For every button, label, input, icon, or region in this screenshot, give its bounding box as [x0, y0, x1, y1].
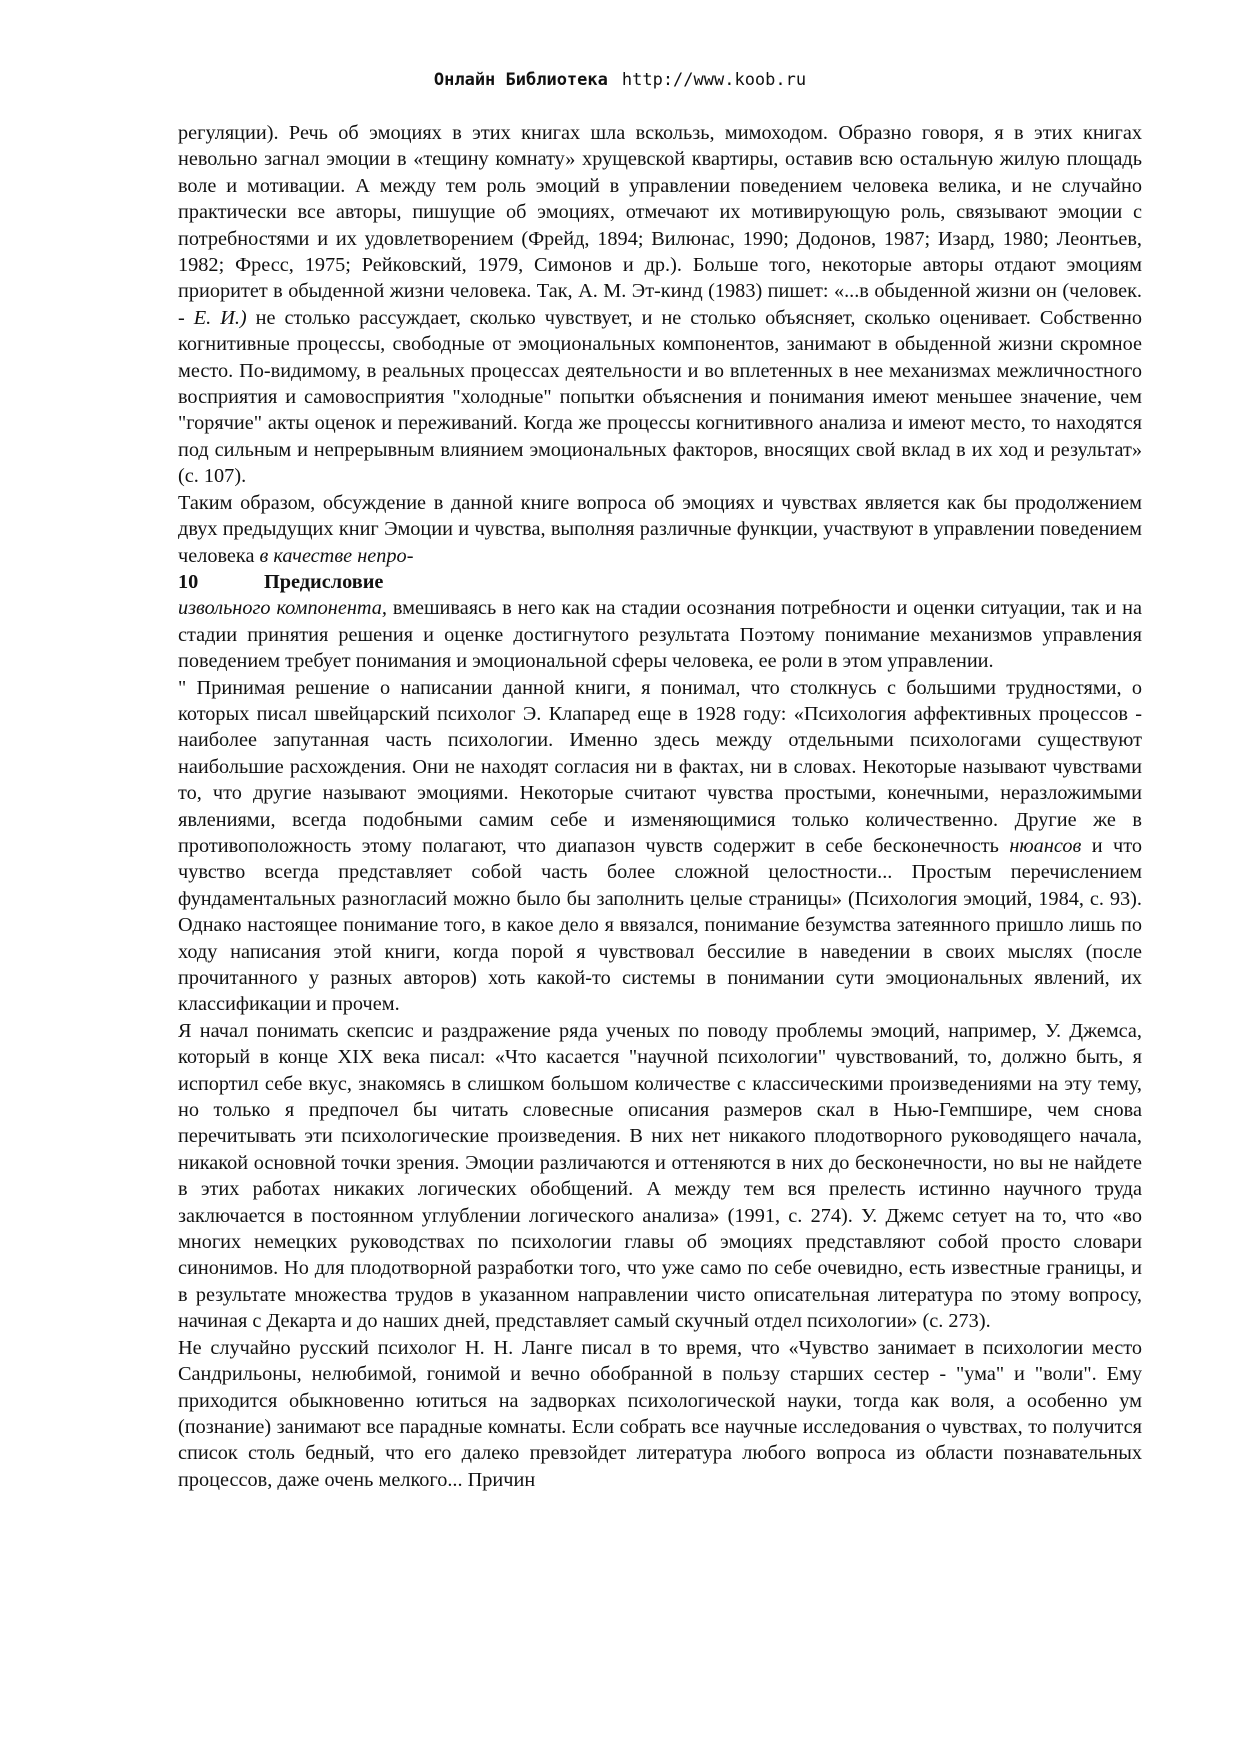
- running-head: [178, 569, 1142, 595]
- paragraph-4-text-b: и что чувство всегда представляет собой часть более сложной целостности... Простым перечислением фундаментальных разногласий можно было бы заполнить целые страницы» (Психология эмоций, 1984, с. 93). Однако настоящее понимание того, в какое дело я ввязался, понимание безумства затеянного пришло лишь по ходу написания этой книги, когда порой я чувствовал бессилие в наведении в своих мыслях (после прочитанного у разных авторов) хоть какой-то системы в понимании сути эмоциональных явлений, их классификации и прочем.: [178, 834, 1142, 1016]
- paragraph-2-text-a: Таким образом, обсуждение в данной книге вопроса об эмоциях и чувствах является как бы продолжением двух предыдущих книг Эмоции и чувства, выполняя различные функции, участвуют в управлении поведением человека: [178, 491, 1142, 567]
- paragraph-2: [178, 490, 1142, 569]
- paragraph-4-italic: нюансов: [1009, 834, 1082, 857]
- paragraph-5: Я начал понимать скепсис и раздражение ряда ученых по поводу проблемы эмоций, например, У. Джемса, который в конце XIX века писал: «Что касается "научной психологии" чувствований, то, должно быть, я испортил себе вкус, знакомясь в слишком большом количестве с классическими произведениями на эту тему, но только я предпочел бы читать словесные описания размеров скал в Нью-Гемпшире, чем снова перечитывать эти психологические произведения. В них нет никакого плодотворного руководящего начала, никакой основной точки зрения. Эмоции различаются и оттеняются в них до бесконечности, но вы не найдете в этих работах никаких логических обобщений. А между тем вся прелесть истинно научного труда заключается в постоянном углублении логического анализа» (1991, с. 274). У. Джемс сетует на то, что «во многих немецких руководствах по психологии главы об эмоциях представляют собой просто словари синонимов. Но для плодотворной разработки того, что уже само по себе очевидно, есть известные границы, и в результате множества трудов в указанном направлении чисто описательная литература по этому вопросу, начиная с Декарта и до наших дней, представляет самый скучный отдел психологии» (с. 273).: [178, 1019, 1142, 1333]
- running-head-title: Предисловие: [264, 570, 384, 593]
- paragraph-3: [178, 595, 1142, 674]
- paragraph-1: [178, 120, 1142, 490]
- page-number: 10: [178, 570, 199, 593]
- paragraph-1-text-b: не столько рассуждает, сколько чувствует, и не столько объясняет, сколько оценивает. Собственно когнитивные процессы, свободные от эмоциональных компонентов, занимают в обыденной жизни скромное место. По-видимому, в реальных процессах деятельности и во вплетенных в нее механизмах межличностного восприятия и самовосприятия "холодные" попытки объяснения и понимания имеют меньшее значение, чем "горячие" акты оценок и переживаний. Когда же процессы когнитивного анализа и имеют место, то находятся под сильным и непрерывным влиянием эмоциональных факторов, вносящих свой вклад в их ход и результат» (с. 107).: [178, 306, 1143, 488]
- page-header: [0, 70, 1240, 90]
- paragraph-6: Не случайно русский психолог Н. Н. Ланге писал в то время, что «Чувство занимает в психологии место Сандрильоны, нелюбимой, гонимой и вечно обобранной в пользу старших сестер - "ума" и "воли". Ему приходится обыкновенно ютиться на задворках психологической науки, тогда как воля, а особенно ум (познание) занимают все парадные комнаты. Если собрать все научные исследования о чувствах, то получится список столь бедный, что его далеко превзойдет литература любого вопроса из области познавательных процессов, даже очень мелкого... Причин: [178, 1336, 1142, 1491]
- paragraph-3-text-b: вмешиваясь в него как на стадии осознания потребности и оценки ситуации, так и на стадии принятия решения и оценке достигнутого результата Поэтому понимание механизмов управления поведением требует понимания и эмоциональной сферы человека, ее роли в этом управлении.: [178, 597, 1142, 673]
- library-url[interactable]: http://www.koob.ru: [621, 70, 807, 90]
- library-name: Онлайн Библиотека: [433, 70, 608, 90]
- paragraph-1-text-a: регуляции). Речь об эмоциях в этих книгах шла вскользь, мимоходом. Образно говоря, я в этих книгах невольно загнал эмоции в «тещину комнату» хрущевской квартиры, оставив всю остальную жилую площадь воле и мотивации. А между тем роль эмоций в управлении поведением человека велика, и не случайно практически все авторы, пишущие об эмоциях, отмечают их мотивирующую роль, связывают эмоции с потребностями и их удовлетворением (Фрейд, 1894; Вилюнас, 1990; Додонов, 1987; Изард, 1980; Леонтьев, 1982; Фресс, 1975; Рейковский, 1979, Симонов и др.). Больше того, некоторые авторы отдают эмоциям приоритет в обыденной жизни человека. Так, А. М. Эт-кинд (1983) пишет: «...в обыденной жизни он (человек. -: [178, 122, 1142, 329]
- paragraph-1-italic: Е. И.): [193, 306, 247, 329]
- paragraph-3-italic: извольного компонента,: [178, 597, 387, 620]
- body-text: [178, 120, 1142, 1493]
- paragraph-2-italic: в качестве непро-: [259, 544, 414, 567]
- paragraph-4: [178, 675, 1142, 1018]
- paragraph-4-text-a: " Принимая решение о написании данной книги, я понимал, что столкнусь с большими трудностями, о которых писал швейцарский психолог Э. Клапаред еще в 1928 году: «Психология аффективных процессов - наиболее запутанная часть психологии. Именно здесь между отдельными психологами существуют наибольшие расхождения. Они не находят согласия ни в фактах, ни в словах. Некоторые называют чувствами то, что другие называют эмоциями. Некоторые считают чувства простыми, конечными, неразложимыми явлениями, всегда подобными самим себе и изменяющимися только количественно. Другие же в противоположность этому полагают, что диапазон чувств содержит в себе бесконечность: [178, 676, 1142, 857]
